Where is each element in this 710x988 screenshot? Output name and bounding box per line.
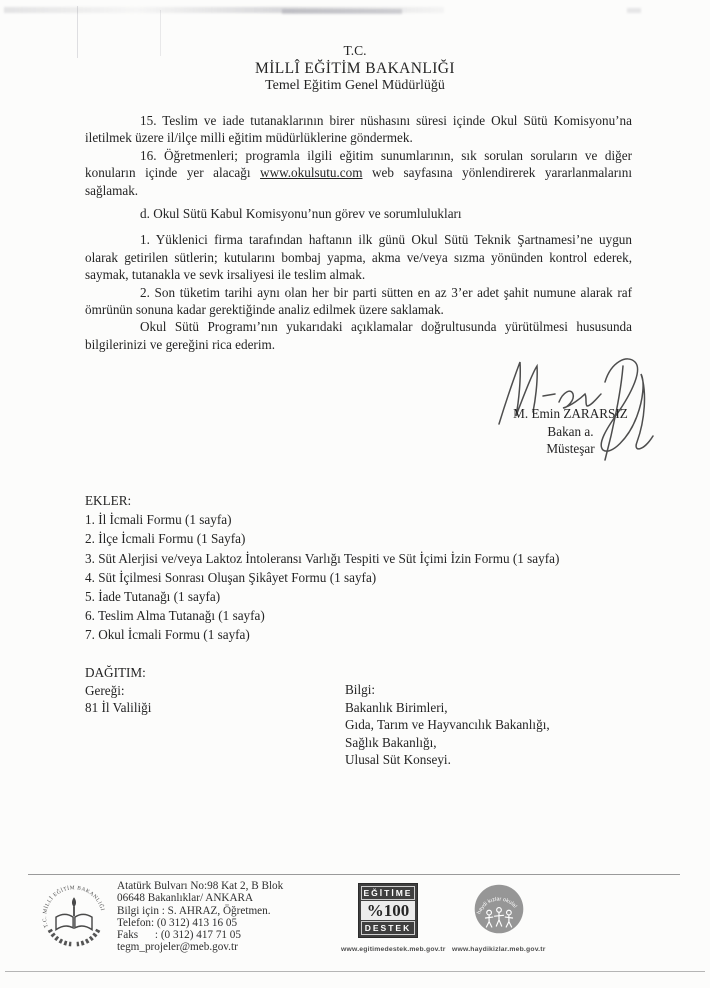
attachment-item: 2. İlçe İcmali Formu (1 Sayfa) <box>85 531 246 547</box>
paragraph-item-1: 1. Yüklenici firma tarafından haftanın ilk günü Okul Sütü Teknik Şartnamesi’ne uygun olarak getirilen sütlerin; kutularını bombaj yapma, akma ve/veya sızma yönünden kontrol ederek, saymak, tutanakla ve sevk irsaliyesi ile teslim almak. <box>85 232 632 283</box>
attachment-item: 6. Teslim Alma Tutanağı (1 sayfa) <box>85 608 265 624</box>
contact-person-line: Bilgi için : S. AHRAZ, Öğretmen. <box>117 904 271 917</box>
email-line: tegm_projeler@meb.gov.tr <box>117 941 238 954</box>
distribution-action-item: 81 İl Valiliği <box>85 700 152 715</box>
okulsutu-link[interactable]: www.okulsutu.com <box>260 165 363 181</box>
svg-text:T.C. MİLLÎ EĞİTİM BAKANLIĞI: T.C. MİLLÎ EĞİTİM BAKANLIĞI <box>42 885 106 929</box>
letter-body <box>85 112 632 353</box>
distribution-info-column <box>345 681 550 769</box>
section-d-heading: d. Okul Sütü Kabul Komisyonu’nun görev ve sorumlulukları <box>140 206 462 222</box>
paragraph-item-16 <box>85 147 632 199</box>
paragraph-item-16-tail: web sayfasına yönlendirerek yararlanmalarını sağlamak. <box>85 165 633 198</box>
footer-divider-top <box>28 874 680 875</box>
svg-text:haydi kızlar okula!: haydi kızlar okula! <box>476 896 518 916</box>
fax-line: Faks : (0 312) 417 71 05 <box>117 929 241 942</box>
haydi-kizlar-okula-logo <box>472 882 526 936</box>
address-line: 06648 Bakanlıklar/ ANKARA <box>117 892 254 905</box>
distribution-info-item: Gıda, Tarım ve Hayvancılık Bakanlığı, <box>345 717 550 732</box>
signature-block <box>468 405 673 458</box>
destek-logo-percent-text: %100 <box>361 901 415 920</box>
destek-website-url: www.egitimedestek.meb.gov.tr <box>341 946 446 953</box>
egitime-100-destek-logo <box>358 883 418 938</box>
meb-seal-logo <box>38 882 110 954</box>
distribution-info-item: Bakanlık Birimleri, <box>345 699 448 715</box>
attachment-item: 4. Süt İçilmesi Sonrası Oluşan Şikâyet Formu (1 sayfa) <box>85 569 377 585</box>
attachments-heading: EKLER: <box>85 493 132 508</box>
letterhead-republic: T.C. <box>343 43 367 58</box>
destek-logo-top-text: EĞİTİME <box>361 886 415 900</box>
distribution-section <box>85 664 151 717</box>
attachment-item: 5. İade Tutanağı (1 sayfa) <box>85 589 221 605</box>
letterhead-ministry: MİLLÎ EĞİTİM BAKANLIĞI <box>255 59 455 77</box>
paragraph-item-15: 15. Teslim ve iade tutanaklarının birer nüshasını süresi içinde Okul Sütü Komisyonu’na iletilmek üzere il/ilçe milli eğitim müdürlüklerine göndermek. <box>85 113 632 146</box>
signer-title-2: Müsteşar <box>546 441 595 457</box>
scan-artifact <box>282 9 402 14</box>
distribution-info-label: Bilgi: <box>345 682 376 697</box>
signer-title-1: Bakan a. <box>547 423 594 439</box>
haydi-website-url: www.haydikizlar.meb.gov.tr <box>452 946 546 953</box>
attachment-item: 7. Okul İcmali Formu (1 sayfa) <box>85 627 250 643</box>
paragraph-item-2: 2. Son tüketim tarihi aynı olan her bir parti sütten en az 3’er adet şahit numune alarak raf ömrünün sonuna kadar gerektiğinde analiz edilmek üzere saklamak. <box>85 284 632 318</box>
letterhead-directorate: Temel Eğitim Genel Müdürlüğü <box>265 78 445 93</box>
scan-artifact <box>627 8 641 13</box>
phone-line: Telefon: (0 312) 413 16 05 <box>117 916 238 929</box>
signer-name: M. Emin ZARARSIZ <box>513 406 628 421</box>
closing-paragraph: Okul Sütü Programı’nın yukarıdaki açıklamalar doğrultusunda yürütülmesi hususunda bilgilerinizi ve gereğini rica ederim. <box>85 319 632 352</box>
distribution-action-label: Gereği: <box>85 682 125 698</box>
contact-address-block <box>117 880 283 954</box>
attachment-item: 3. Süt Alerjisi ve/veya Laktoz İntoleransı Varlığı Tespiti ve Süt İçimi İzin Formu (1 sayfa) <box>85 550 560 566</box>
distribution-info-item: Ulusal Süt Konseyi. <box>345 752 451 767</box>
destek-logo-bottom-text: DESTEK <box>361 921 415 935</box>
address-line: Atatürk Bulvarı No:98 Kat 2, B Blok <box>117 880 284 892</box>
letterhead <box>0 42 710 95</box>
distribution-heading: DAĞITIM: <box>85 665 146 680</box>
paragraph-item-16-text: 16. Öğretmenleri; programla ilgili eğitim sunumlarının, sık sorulan soruların ve diğer konuların içinde yer alacağı <box>85 147 632 181</box>
attachments-section <box>85 491 559 645</box>
footer-divider-bottom <box>5 971 705 972</box>
attachment-item: 1. İl İcmali Formu (1 sayfa) <box>85 512 232 528</box>
distribution-info-item: Sağlık Bakanlığı, <box>345 734 437 750</box>
